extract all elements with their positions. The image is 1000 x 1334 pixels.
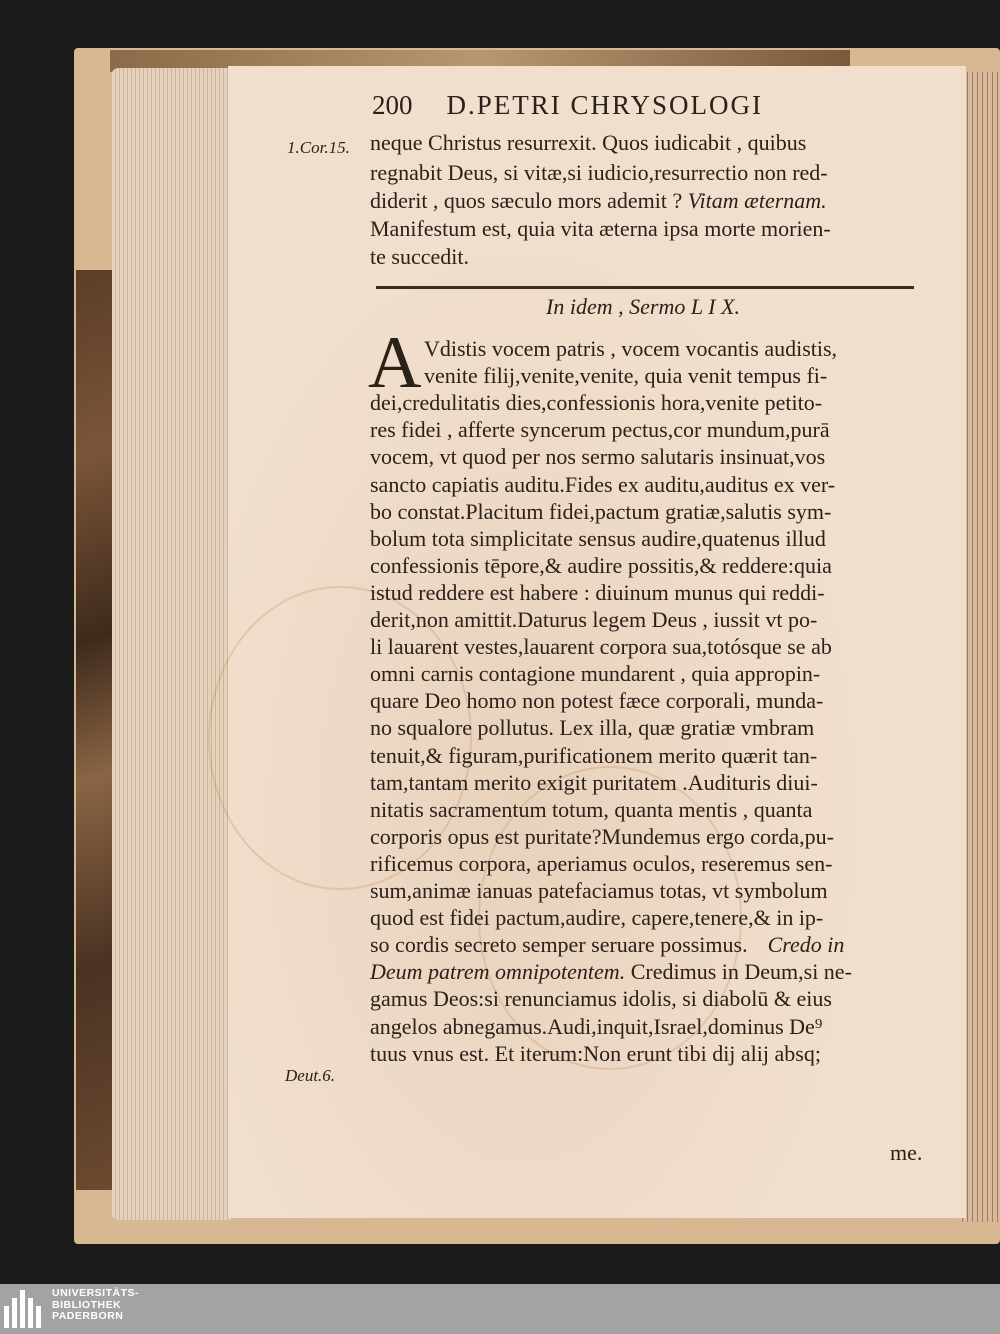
library-name-line: PADERBORN (52, 1310, 124, 1322)
text-line: neque Christus resurrexit. Quos iudicabit , quibus (370, 130, 807, 155)
margin-note-bottom: Deut.6. (285, 1066, 336, 1085)
text-line: venite filij,venite,venite, quia venit tempus fi- (424, 363, 828, 389)
text-line: omni carnis contagione mundarent , quia appropin- (370, 661, 821, 687)
text-line (370, 190, 827, 212)
library-logo-icon (4, 1290, 46, 1328)
library-footer (0, 1284, 1000, 1334)
text-line (370, 961, 852, 983)
library-name-line: BIBLIOTHEK (52, 1298, 122, 1311)
text-line: derit,non amittit.Daturus legem Deus , iussit vt po- (370, 607, 818, 632)
section-rule (376, 286, 914, 289)
text-line: bo constat.Placitum fidei,pactum gratiæ,salutis sym- (370, 498, 832, 524)
text-line: confessionis tēpore,& audire possitis,& reddere:quia (370, 552, 832, 578)
text-line: sum,animæ ianuas patefaciamus totas, vt symbolum (370, 878, 828, 903)
text-line: Manifestum est, quia vita æterna ipsa morte morien- (370, 216, 831, 241)
text-line: vocem, vt quod per nos sermo salutaris insinuat,vos (370, 444, 826, 470)
text-line (370, 934, 844, 956)
text-line: istud reddere est habere : diuinum munus qui reddi- (370, 579, 825, 605)
text-line: tam,tantam merito exigit puritatem .Audituris diui- (370, 769, 818, 795)
text-line: corporis opus est puritate?Mundemus ergo corda,pu- (370, 823, 834, 849)
running-header (372, 90, 763, 121)
text-line: quare Deo homo non potest fæce corporali, munda- (370, 688, 824, 714)
text-line: bolum tota simplicitate sensus audire,quatenus illud (370, 525, 826, 551)
text-line: Vdistis vocem patris , vocem vocantis audistis, (424, 336, 838, 361)
text-line: tuus vnus est. Et iterum:Non erunt tibi dij alij absq; (370, 1040, 821, 1066)
text-span: diderit , quos sæculo mors ademit ? (370, 188, 683, 213)
sermon-title: In idem , Sermo L I X. (546, 294, 740, 319)
text-line: te succedit. (370, 244, 469, 269)
text-line: angelos abnegamus.Audi,inquit,Israel,dominus De⁹ (370, 1013, 823, 1039)
text-line: sancto capiatis auditu.Fides ex auditu,auditus ex ver- (370, 471, 836, 497)
text-line: no squalore pollutus. Lex illa, quæ gratiæ vmbram (370, 715, 815, 741)
text-line: gamus Deos:si renunciamus idolis, si diabolū & eius (370, 986, 832, 1012)
margin-note-top: 1.Cor.15. (287, 138, 350, 157)
text-line: nitatis sacramentum totum, quanta mentis , quanta (370, 796, 813, 822)
italic-span: Credo in (767, 932, 845, 958)
text-line: tenuit,& figuram,purificationem merito quærit tan- (370, 742, 818, 768)
text-span: Credimus in Deum,si ne- (625, 959, 852, 985)
page-number: 200 (372, 90, 413, 120)
library-name (52, 1288, 139, 1323)
text-line: res fidei , afferte syncerum pectus,cor mundum,purā (370, 417, 830, 443)
text-line: dei,credulitatis dies,confessionis hora,venite petito- (370, 390, 823, 416)
text-line: regnabit Deus, si vitæ,si iudicio,resurrectio non red- (370, 160, 828, 185)
page-edges (112, 68, 232, 1220)
text-span: so cordis secreto semper seruare possimus. (370, 932, 748, 958)
italic-span: Deum patrem omnipotentem. (370, 959, 626, 985)
text-line: rificemus corpora, aperiamus oculos, reseremus sen- (370, 850, 833, 876)
catchword: me. (890, 1140, 923, 1165)
drop-cap: A (368, 322, 422, 404)
text-line: li lauarent vestes,lauarent corpora sua,totósque se ab (370, 634, 832, 660)
text-line: quod est fidei pactum,audire, capere,tenere,& in ip- (370, 905, 824, 931)
library-name-line: UNIVERSITÄTS- (52, 1287, 140, 1299)
running-title: D.PETRI CHRYSOLOGI (446, 90, 764, 120)
italic-span: Vitam æternam. (687, 188, 827, 213)
